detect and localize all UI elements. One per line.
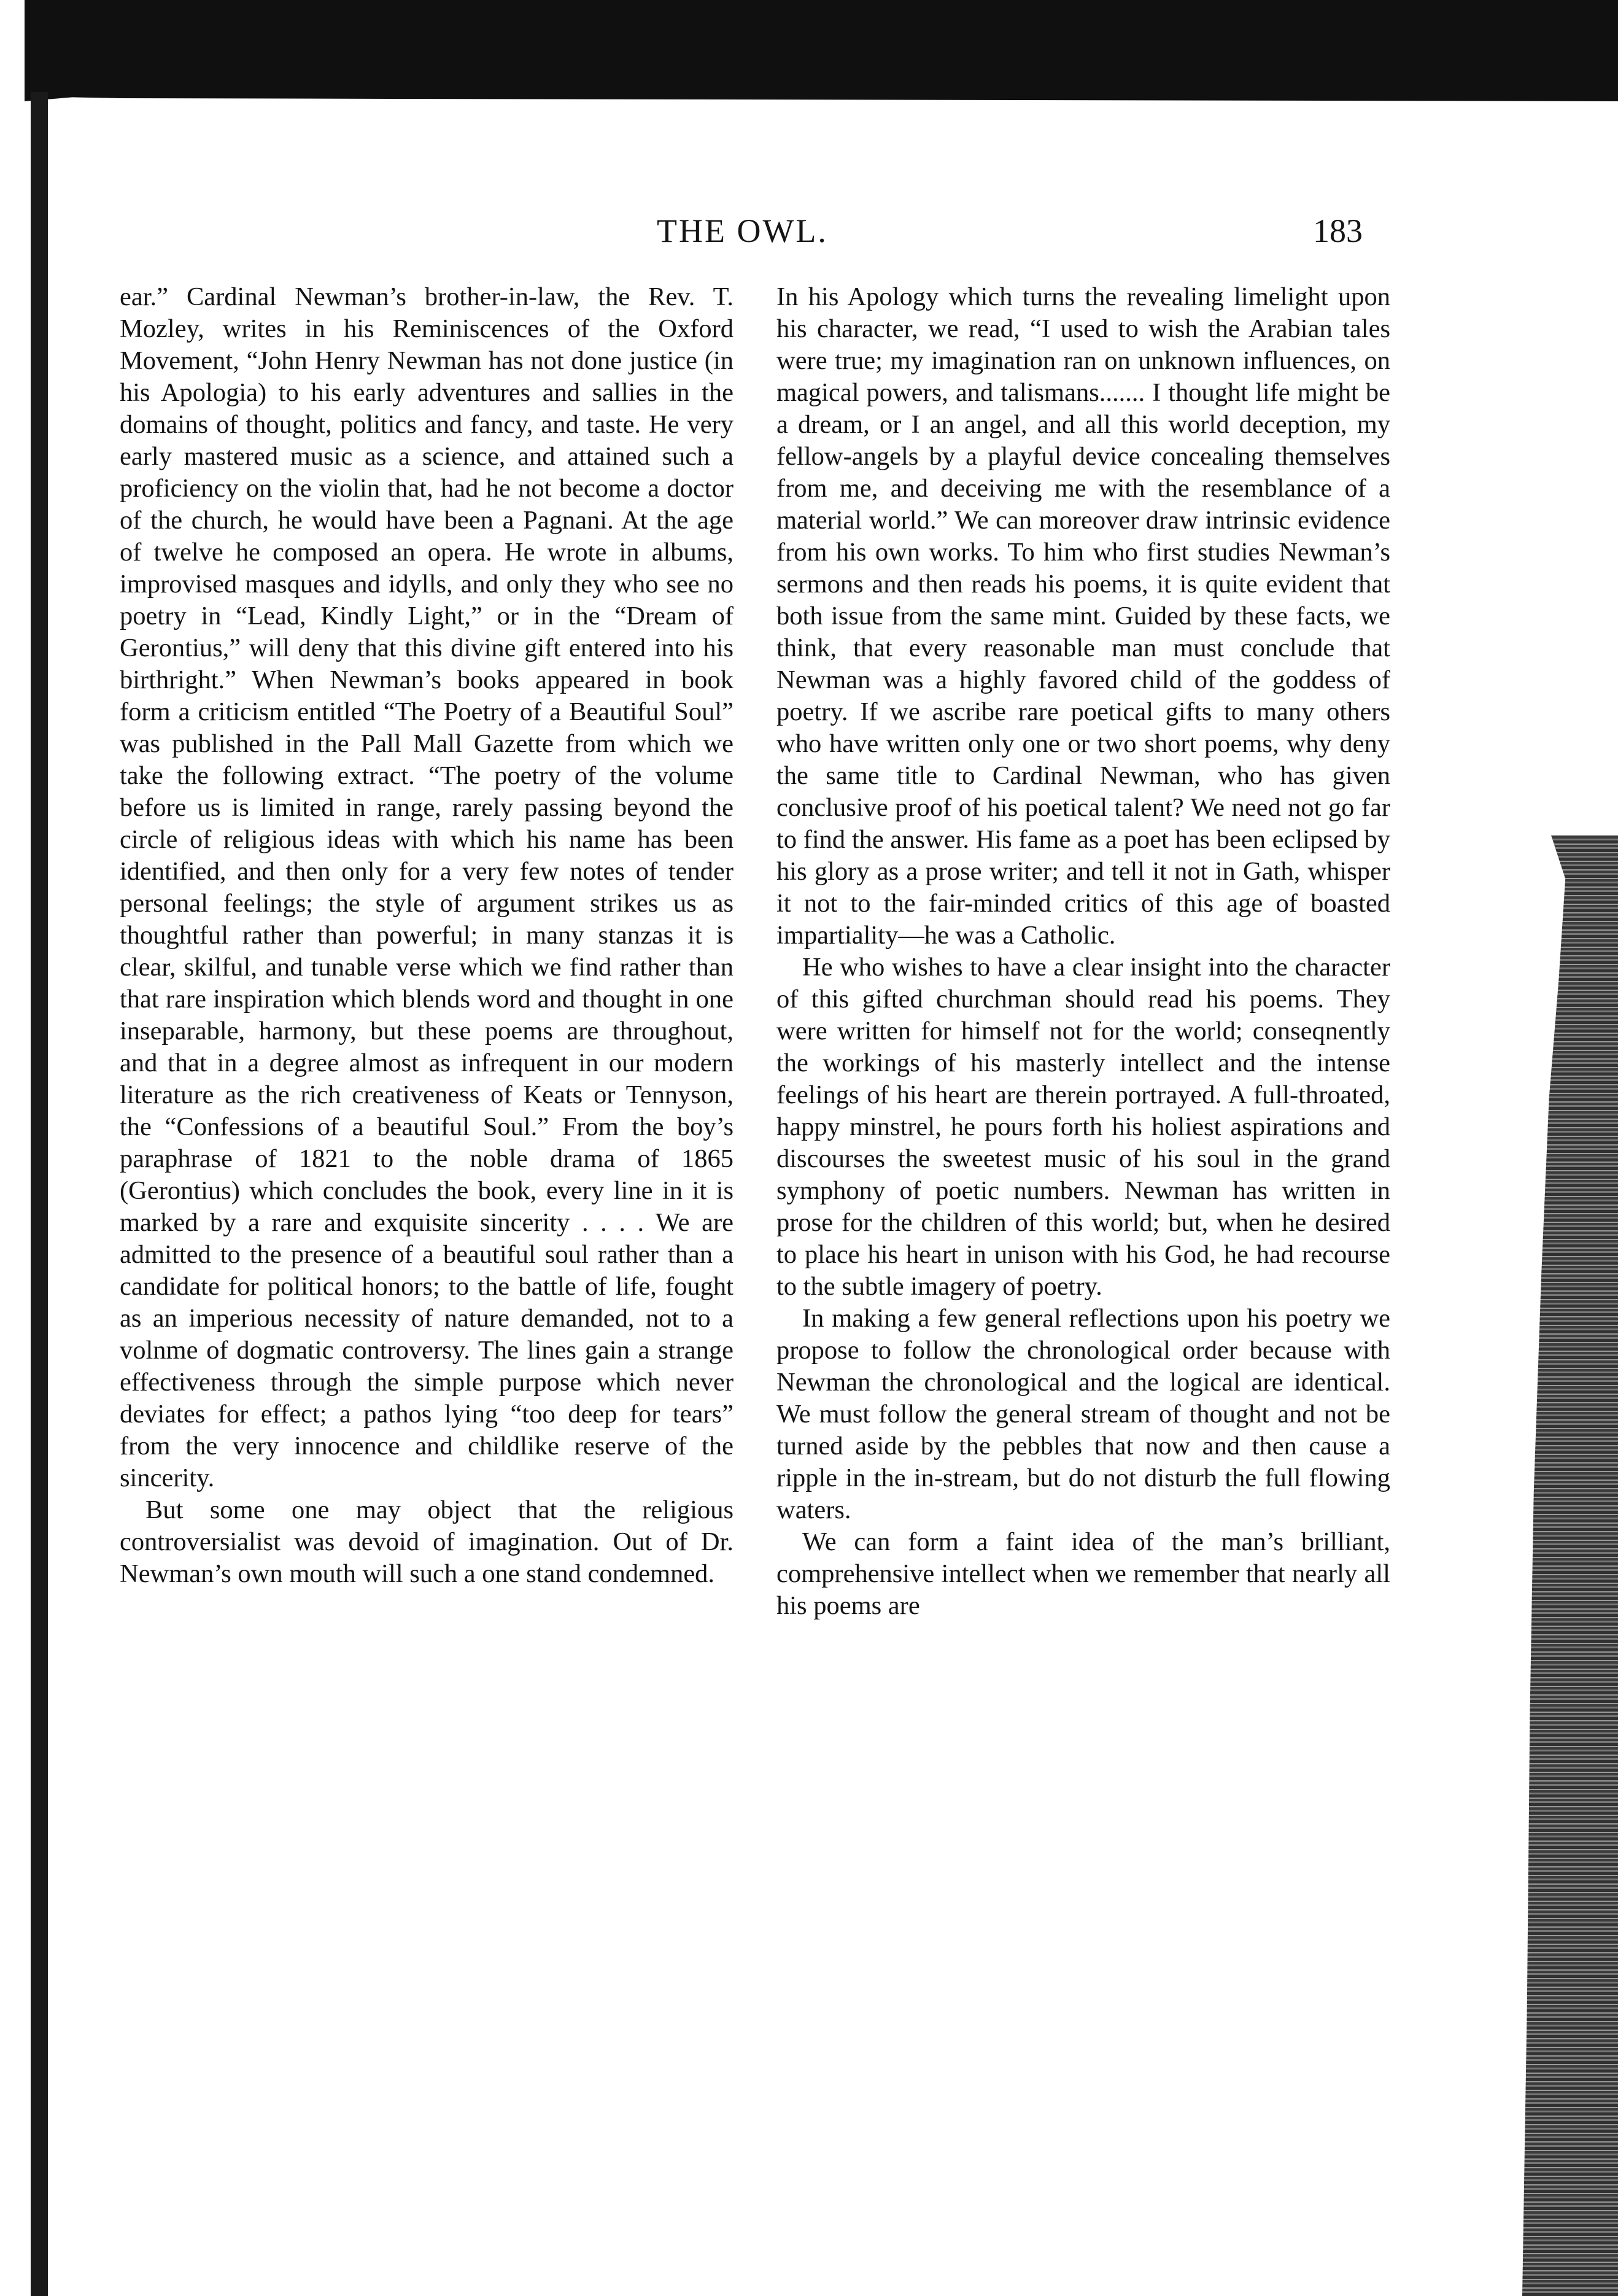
paragraph: In making a few general reflections upon his poetry we propose to follow the chronological order because with Newman the chronological and the logical are identical. We must follow the general stream of thought and not be turned aside by the pebbles that now and then cause a ripple in the in-stream, but do not disturb the full flowing waters. bbox=[776, 1304, 1390, 1524]
paragraph: We can form a faint idea of the man’s brilliant, comprehensive intellect when we remember that nearly all his poems are bbox=[776, 1527, 1390, 1620]
paragraph: But some one may object that the religious controversialist was devoid of imagination. Out of Dr. Newman’s own mouth will such a one stand condemned. bbox=[120, 1495, 734, 1588]
paragraph: ear.” Cardinal Newman’s brother-in-law, the Rev. T. Mozley, writes in his Reminiscences of the Oxford Movement, “John Henry Newman has not done justice (in his Apologia) to his early adventures and sallies in the domains of thought, politics and fancy, and taste. He very early mastered music as a science, and attained such a proficiency on the violin that, had he not become a doctor of the church, he would have been a Pagnani. At the age of twelve he composed an opera. He wrote in albums, improvised masques and idylls, and only they who see no poetry in “Lead, Kindly Light,” or in the “Dream of Gerontius,” will deny that this divine gift entered into his birthright.” When Newman’s books appeared in book form a criticism entitled “The Poetry of a Beautiful Soul” was published in the Pall Mall Gazette from which we take the following extract. “The poetry of the volume before us is limited in range, rarely passing beyond the circle of religious ideas with which his name has been identified, and then only for a very few notes of tender personal feelings; the style of argument strikes us as thoughtful rather than powerful; in many stanzas it is clear, skilful, and tunable verse which we find rather than that rare inspiration which blends word and thought in one inseparable, harmony, but these poems are throughout, and that in a degree almost as infrequent in our modern literature as the rich creativeness of Keats or Tennyson, the “Confessions of a beautiful Soul.” From the boy’s paraphrase of 1821 to the noble drama of 1865 (Gerontius) which concludes the book, every line in it is marked by a rare and exquisite sincerity . . . . We are admitted to the presence of a beautiful soul rather than a candidate for political honors; to the battle of life, fought as an imperious necessity of nature demanded, not to a volnme of dogmatic controversy. The lines gain a strange effectiveness through the simple purpose which never deviates for effect; a pathos lying “too deep for tears” from the very innocence and childlike reserve of the sincerity. bbox=[120, 282, 734, 1492]
page-header bbox=[657, 212, 1363, 267]
paragraph: In his Apology which turns the revealing limelight upon his character, we read, “I used to wish the Arabian tales were true; my imagination ran on unknown influences, on magical powers, and talismans....... I thought life might be a dream, or I an angel, and all this world deception, my fellow-angels by a playful device concealing themselves from me, and deceiving me with the resemblance of a material world.” We can moreover draw intrinsic evidence from his own works. To him who first studies Newman’s sermons and then reads his poems, it is quite evident that both issue from the same mint. Guided by these facts, we think, that every reasonable man must conclude that Newman was a highly favored child of the goddess of poetry. If we ascribe rare poetical gifts to many others who have written only one or two short poems, why deny the same title to Cardinal Newman, who has given conclusive proof of his poetical talent? We need not go far to find the answer. His fame as a poet has been eclipsed by his glory as a prose writer; and tell it not in Gath, whisper it not to the fair-minded critics of this age of boasted impartiality—he was a Catholic. bbox=[776, 282, 1390, 950]
scan-right-edge-shadow bbox=[1522, 835, 1618, 2296]
scan-top-shadow bbox=[25, 0, 1618, 101]
left-column bbox=[120, 281, 734, 2233]
running-head: THE OWL. bbox=[657, 212, 828, 249]
right-column bbox=[776, 281, 1390, 2233]
page-number: 183 bbox=[1313, 212, 1363, 249]
scan-left-edge-shadow bbox=[31, 92, 48, 2296]
paragraph: He who wishes to have a clear insight into the character of this gifted churchman should read his poems. They were written for himself not for the world; conseqnently the workings of his masterly intellect and the intense feelings of his heart are therein portrayed. A full-throated, happy minstrel, he pours forth his holiest aspirations and discourses the sweetest music of his soul in the grand symphony of poetic numbers. Newman has written in prose for the children of this world; but, when he desired to place his heart in unison with his God, he had recourse to the subtle imagery of poetry. bbox=[776, 953, 1390, 1301]
